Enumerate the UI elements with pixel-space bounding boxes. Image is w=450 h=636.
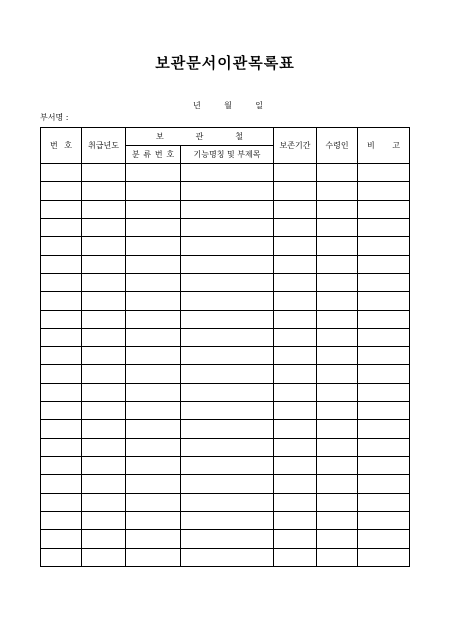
table-row (41, 347, 410, 365)
cell-receiver[interactable] (317, 218, 358, 236)
cell-number[interactable] (41, 548, 82, 566)
table-row (41, 328, 410, 346)
cell-remarks[interactable] (358, 237, 410, 255)
cell-function-title[interactable] (181, 237, 274, 255)
cell-year-handled[interactable] (82, 493, 126, 511)
year-label: 년 (193, 101, 201, 110)
cell-remarks[interactable] (358, 182, 410, 200)
cell-class-number[interactable] (126, 438, 181, 456)
cell-number[interactable] (41, 493, 82, 511)
cell-function-title[interactable] (181, 273, 274, 291)
table-row (41, 383, 410, 401)
cell-receiver[interactable] (317, 511, 358, 529)
cell-retention-period[interactable] (274, 493, 317, 511)
cell-number[interactable] (41, 218, 82, 236)
cell-remarks[interactable] (358, 255, 410, 273)
cell-number[interactable] (41, 255, 82, 273)
cell-function-title[interactable] (181, 530, 274, 548)
table-row (41, 273, 410, 291)
cell-number[interactable] (41, 530, 82, 548)
cell-function-title[interactable] (181, 548, 274, 566)
cell-year-handled[interactable] (82, 347, 126, 365)
header-receiver: 수령인 (317, 128, 358, 164)
cell-remarks[interactable] (358, 328, 410, 346)
cell-class-number[interactable] (126, 511, 181, 529)
header-function-title: 기능명칭 및 부제목 (181, 146, 274, 164)
cell-number[interactable] (41, 383, 82, 401)
cell-number[interactable] (41, 310, 82, 328)
cell-class-number[interactable] (126, 310, 181, 328)
cell-function-title[interactable] (181, 365, 274, 383)
cell-receiver[interactable] (317, 420, 358, 438)
cell-receiver[interactable] (317, 273, 358, 291)
cell-retention-period[interactable] (274, 457, 317, 475)
cell-function-title[interactable] (181, 420, 274, 438)
table-row (41, 548, 410, 566)
cell-class-number[interactable] (126, 218, 181, 236)
cell-retention-period[interactable] (274, 438, 317, 456)
cell-class-number[interactable] (126, 548, 181, 566)
cell-receiver[interactable] (317, 438, 358, 456)
cell-year-handled[interactable] (82, 475, 126, 493)
table-row (41, 218, 410, 236)
header-remarks: 비 고 (358, 128, 410, 164)
cell-class-number[interactable] (126, 292, 181, 310)
cell-remarks[interactable] (358, 310, 410, 328)
cell-retention-period[interactable] (274, 530, 317, 548)
cell-remarks[interactable] (358, 511, 410, 529)
cell-function-title[interactable] (181, 328, 274, 346)
table-row (41, 292, 410, 310)
table-row (41, 493, 410, 511)
cell-retention-period[interactable] (274, 365, 317, 383)
header-storage-group: 보 관 철 (126, 128, 274, 146)
cell-receiver[interactable] (317, 200, 358, 218)
cell-number[interactable] (41, 511, 82, 529)
department-label: 부서명 : (40, 113, 69, 122)
cell-function-title[interactable] (181, 255, 274, 273)
cell-receiver[interactable] (317, 530, 358, 548)
table-row (41, 420, 410, 438)
header-number: 번 호 (41, 128, 82, 164)
cell-number[interactable] (41, 182, 82, 200)
cell-year-handled[interactable] (82, 530, 126, 548)
cell-receiver[interactable] (317, 328, 358, 346)
cell-function-title[interactable] (181, 475, 274, 493)
table-row (41, 511, 410, 529)
cell-year-handled[interactable] (82, 328, 126, 346)
cell-function-title[interactable] (181, 347, 274, 365)
cell-retention-period[interactable] (274, 164, 317, 182)
cell-number[interactable] (41, 164, 82, 182)
table-row (41, 457, 410, 475)
cell-retention-period[interactable] (274, 255, 317, 273)
table-row (41, 475, 410, 493)
cell-receiver[interactable] (317, 310, 358, 328)
cell-remarks[interactable] (358, 200, 410, 218)
cell-remarks[interactable] (358, 164, 410, 182)
day-label: 일 (255, 101, 263, 110)
cell-function-title[interactable] (181, 292, 274, 310)
cell-class-number[interactable] (126, 420, 181, 438)
table-row (41, 530, 410, 548)
cell-retention-period[interactable] (274, 475, 317, 493)
cell-retention-period[interactable] (274, 383, 317, 401)
cell-class-number[interactable] (126, 402, 181, 420)
cell-retention-period[interactable] (274, 347, 317, 365)
cell-year-handled[interactable] (82, 218, 126, 236)
cell-receiver[interactable] (317, 164, 358, 182)
cell-retention-period[interactable] (274, 328, 317, 346)
cell-retention-period[interactable] (274, 200, 317, 218)
cell-number[interactable] (41, 273, 82, 291)
cell-retention-period[interactable] (274, 292, 317, 310)
cell-remarks[interactable] (358, 218, 410, 236)
table-row (41, 438, 410, 456)
cell-number[interactable] (41, 347, 82, 365)
cell-remarks[interactable] (358, 457, 410, 475)
cell-class-number[interactable] (126, 365, 181, 383)
cell-class-number[interactable] (126, 182, 181, 200)
cell-function-title[interactable] (181, 438, 274, 456)
cell-year-handled[interactable] (82, 292, 126, 310)
cell-retention-period[interactable] (274, 310, 317, 328)
table-row (41, 182, 410, 200)
transfer-list-table (40, 127, 410, 567)
cell-year-handled[interactable] (82, 402, 126, 420)
cell-retention-period[interactable] (274, 182, 317, 200)
cell-receiver[interactable] (317, 402, 358, 420)
cell-function-title[interactable] (181, 200, 274, 218)
cell-function-title[interactable] (181, 402, 274, 420)
cell-remarks[interactable] (358, 438, 410, 456)
table-row (41, 402, 410, 420)
cell-function-title[interactable] (181, 383, 274, 401)
cell-function-title[interactable] (181, 511, 274, 529)
cell-receiver[interactable] (317, 493, 358, 511)
form-title: 보관문서이관목록표 (155, 54, 295, 72)
cell-receiver[interactable] (317, 365, 358, 383)
cell-remarks[interactable] (358, 493, 410, 511)
cell-class-number[interactable] (126, 237, 181, 255)
table-row (41, 237, 410, 255)
cell-receiver[interactable] (317, 237, 358, 255)
cell-year-handled[interactable] (82, 548, 126, 566)
cell-class-number[interactable] (126, 164, 181, 182)
cell-receiver[interactable] (317, 457, 358, 475)
cell-retention-period[interactable] (274, 548, 317, 566)
month-label: 월 (224, 101, 232, 110)
cell-function-title[interactable] (181, 310, 274, 328)
table-row (41, 164, 410, 182)
cell-number[interactable] (41, 328, 82, 346)
cell-class-number[interactable] (126, 493, 181, 511)
cell-year-handled[interactable] (82, 457, 126, 475)
cell-retention-period[interactable] (274, 402, 317, 420)
cell-remarks[interactable] (358, 402, 410, 420)
cell-retention-period[interactable] (274, 420, 317, 438)
cell-year-handled[interactable] (82, 438, 126, 456)
cell-function-title[interactable] (181, 164, 274, 182)
cell-function-title[interactable] (181, 493, 274, 511)
cell-year-handled[interactable] (82, 182, 126, 200)
cell-remarks[interactable] (358, 365, 410, 383)
cell-number[interactable] (41, 475, 82, 493)
cell-function-title[interactable] (181, 218, 274, 236)
cell-remarks[interactable] (358, 548, 410, 566)
cell-number[interactable] (41, 457, 82, 475)
cell-year-handled[interactable] (82, 273, 126, 291)
cell-receiver[interactable] (317, 383, 358, 401)
cell-retention-period[interactable] (274, 218, 317, 236)
cell-receiver[interactable] (317, 548, 358, 566)
cell-year-handled[interactable] (82, 383, 126, 401)
cell-receiver[interactable] (317, 292, 358, 310)
cell-receiver[interactable] (317, 182, 358, 200)
cell-class-number[interactable] (126, 383, 181, 401)
cell-retention-period[interactable] (274, 511, 317, 529)
header-class-number: 분 류 번 호 (126, 146, 181, 164)
table-row (41, 200, 410, 218)
cell-number[interactable] (41, 237, 82, 255)
table-row (41, 365, 410, 383)
cell-class-number[interactable] (126, 273, 181, 291)
cell-year-handled[interactable] (82, 255, 126, 273)
cell-class-number[interactable] (126, 475, 181, 493)
cell-class-number[interactable] (126, 328, 181, 346)
header-year-handled: 취급년도 (82, 128, 126, 164)
cell-remarks[interactable] (358, 530, 410, 548)
cell-remarks[interactable] (358, 347, 410, 365)
cell-year-handled[interactable] (82, 365, 126, 383)
cell-number[interactable] (41, 402, 82, 420)
cell-year-handled[interactable] (82, 164, 126, 182)
cell-function-title[interactable] (181, 457, 274, 475)
cell-retention-period[interactable] (274, 273, 317, 291)
cell-receiver[interactable] (317, 347, 358, 365)
cell-remarks[interactable] (358, 475, 410, 493)
cell-remarks[interactable] (358, 292, 410, 310)
cell-class-number[interactable] (126, 530, 181, 548)
cell-year-handled[interactable] (82, 200, 126, 218)
cell-number[interactable] (41, 420, 82, 438)
cell-receiver[interactable] (317, 475, 358, 493)
cell-class-number[interactable] (126, 347, 181, 365)
cell-receiver[interactable] (317, 255, 358, 273)
cell-year-handled[interactable] (82, 511, 126, 529)
cell-number[interactable] (41, 365, 82, 383)
cell-number[interactable] (41, 438, 82, 456)
cell-function-title[interactable] (181, 182, 274, 200)
cell-remarks[interactable] (358, 383, 410, 401)
header-retention-period: 보존기간 (274, 128, 317, 164)
cell-year-handled[interactable] (82, 310, 126, 328)
date-line (193, 100, 263, 111)
cell-year-handled[interactable] (82, 237, 126, 255)
cell-remarks[interactable] (358, 273, 410, 291)
cell-number[interactable] (41, 292, 82, 310)
cell-number[interactable] (41, 200, 82, 218)
cell-class-number[interactable] (126, 255, 181, 273)
cell-retention-period[interactable] (274, 237, 317, 255)
table-row (41, 255, 410, 273)
cell-remarks[interactable] (358, 420, 410, 438)
cell-year-handled[interactable] (82, 420, 126, 438)
table-row (41, 310, 410, 328)
cell-class-number[interactable] (126, 457, 181, 475)
cell-class-number[interactable] (126, 200, 181, 218)
